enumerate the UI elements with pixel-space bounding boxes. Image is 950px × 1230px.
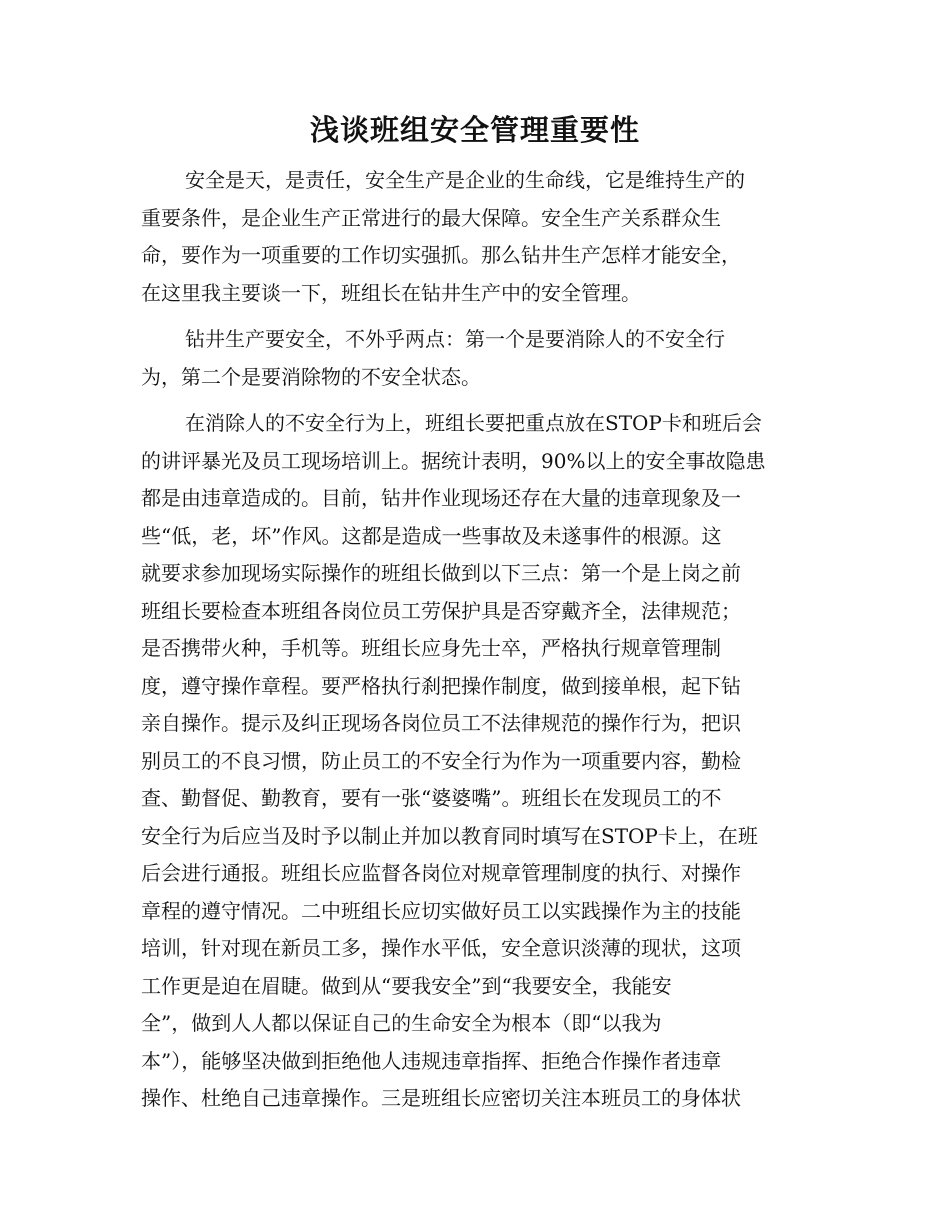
paragraph-line: 别员工的不良习惯，防止员工的不安全行为作为一项重要内容，勤检 xyxy=(141,748,741,773)
paragraph-line: 重要条件，是企业生产正常进行的最大保障。安全生产关系群众生 xyxy=(141,205,721,230)
paragraph-line: 全”，做到人人都以保证自己的生命安全为根本（即“以我为 xyxy=(141,1011,662,1035)
paragraph-line: 命，要作为一项重要的工作切实强抓。那么钻井生产怎样才能安全， xyxy=(141,243,741,267)
paragraph-line: 就要求参加现场实际操作的班组长做到以下三点：第一个是上岗之前 xyxy=(141,561,741,585)
paragraph-line: 本”），能够坚决做到拒绝他人违规违章指挥、拒绝合作操作者违章 xyxy=(141,1048,722,1073)
paragraph-line: 在这里我主要谈一下，班组长在钻井生产中的安全管理。 xyxy=(141,280,641,305)
paragraph-line: 查、勤督促、勤教育，要有一张“婆婆嘴”。班组长在发现员工的不 xyxy=(141,786,722,810)
paragraph-line: 在消除人的不安全行为上，班组长要把重点放在STOP卡和班后会 xyxy=(185,411,762,435)
paragraph-line: 亲自操作。提示及纠正现场各岗位员工不法律规范的操作行为，把识 xyxy=(141,711,741,735)
paragraph-line: 的讲评暴光及员工现场培训上。据统计表明，90%以上的安全事故隐患 xyxy=(141,448,766,473)
paragraph-spacer xyxy=(141,312,805,321)
document-title: 浅谈班组安全管理重要性 xyxy=(309,113,640,147)
paragraph-line: 操作、杜绝自己违章操作。三是班组长应密切关注本班员工的身体状 xyxy=(141,1086,741,1110)
paragraph-line: 后会进行通报。班组长应监督各岗位对规章管理制度的执行、对操作 xyxy=(141,861,741,885)
paragraph-line: 培训，针对现在新员工多，操作水平低，安全意识淡薄的现状，这项 xyxy=(141,936,741,960)
paragraph-line: 工作更是迫在眉睫。做到从“要我安全”到“我要安全，我能安 xyxy=(141,973,672,998)
paragraph-spacer xyxy=(141,396,805,405)
paragraph-3 xyxy=(141,405,805,1118)
paragraph-line: 为，第二个是要消除物的不安全状态。 xyxy=(141,364,481,389)
paragraph-line: 班组长要检查本班组各岗位员工劳保护具是否穿戴齐全，法律规范； xyxy=(141,598,741,623)
paragraph-line: 些“低，老，坏”作风。这都是造成一些事故及未遂事件的根源。这 xyxy=(141,523,722,548)
paragraph-line: 都是由违章造成的。目前，钻井作业现场还存在大量的违章现象及一 xyxy=(141,486,741,510)
paragraph-line: 安全是天，是责任，安全生产是企业的生命线，它是维持生产的 xyxy=(185,168,745,192)
paragraph-line: 章程的遵守情况。二中班组长应切实做好员工以实践操作为主的技能 xyxy=(141,898,741,923)
paragraph-line: 是否携带火种，手机等。班组长应身先士卒，严格执行规章管理制 xyxy=(141,636,721,660)
paragraph-line: 钻井生产要安全，不外乎两点：第一个是要消除人的不安全行 xyxy=(185,327,725,351)
paragraph-line: 度，遵守操作章程。要严格执行刹把操作制度，做到接单根，起下钻 xyxy=(141,673,741,698)
document-body xyxy=(141,162,805,1118)
paragraph-2 xyxy=(141,321,805,396)
paragraph-1 xyxy=(141,162,805,312)
paragraph-line: 安全行为后应当及时予以制止并加以教育同时填写在STOP卡上，在班 xyxy=(141,823,758,848)
